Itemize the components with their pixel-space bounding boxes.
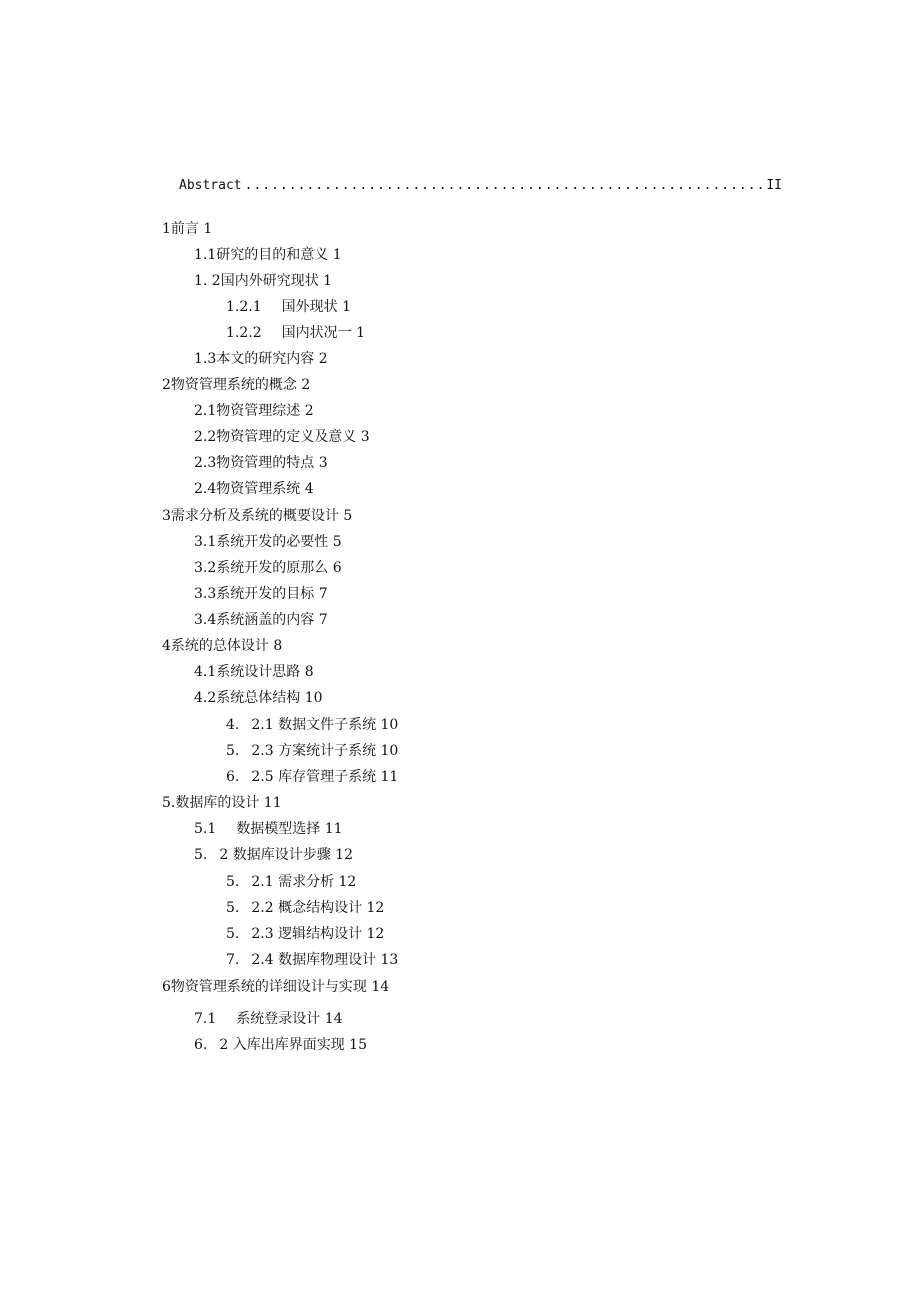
toc-entry-title: 国内状况一 1	[281, 325, 365, 341]
toc-entry-number: 4.	[226, 717, 240, 733]
toc-abstract-title: Abstract	[179, 178, 242, 193]
toc-entry[interactable]	[194, 585, 328, 603]
toc-entry[interactable]	[162, 794, 282, 812]
toc-entry-number: 4.1	[194, 664, 217, 680]
toc-entry-title: 物资管理的特点 3	[216, 455, 328, 471]
toc-entry-title: 数据库的设计 11	[175, 795, 282, 811]
toc-entry[interactable]	[226, 768, 398, 786]
toc-entry-title: 2 数据库设计步骤 12	[219, 847, 353, 863]
toc-entry[interactable]	[194, 611, 328, 629]
toc-entry[interactable]	[162, 376, 310, 394]
toc-entry[interactable]	[226, 925, 384, 943]
toc-entry-title: 需求分析及系统的概要设计 5	[170, 508, 353, 524]
toc-entry-title: 系统总体结构 10	[216, 690, 323, 706]
toc-entry[interactable]	[194, 402, 314, 420]
toc-entry-number: 1.3	[194, 351, 217, 367]
toc-entry[interactable]	[194, 350, 328, 368]
toc-entry[interactable]	[194, 480, 314, 498]
toc-entry-number: 7.	[226, 952, 240, 968]
toc-entry-title: 2.4 数据库物理设计 13	[251, 952, 399, 968]
toc-entry-number: 4	[162, 638, 171, 654]
toc-entry-number: 1.1	[194, 247, 217, 263]
toc-entry-title: 2.5 库存管理子系统 11	[251, 769, 399, 785]
toc-entry-title: 2.1 数据文件子系统 10	[251, 717, 399, 733]
toc-entry-number: 6.	[194, 1037, 208, 1053]
toc-entry-title: 前言 1	[170, 221, 213, 237]
toc-entry-title: 物资管理系统的详细设计与实现 14	[170, 979, 390, 995]
toc-entry-title: 2.2 概念结构设计 12	[251, 900, 385, 916]
toc-entry-title: 系统开发的原那么 6	[216, 560, 342, 576]
toc-entry[interactable]	[162, 507, 352, 525]
toc-entry-title: 2.1 需求分析 12	[251, 874, 357, 890]
toc-entry-number: 2.4	[194, 481, 217, 497]
toc-entry-title: 物资管理的定义及意义 3	[216, 429, 370, 445]
toc-entry[interactable]	[226, 873, 356, 891]
toc-entry[interactable]	[194, 846, 353, 864]
toc-entry-number: 6.	[226, 769, 240, 785]
toc-entry[interactable]	[194, 533, 342, 551]
toc-entry[interactable]	[194, 246, 342, 264]
toc-entry-number: 2.2	[194, 429, 217, 445]
toc-entry-title: 2.3 方案统计子系统 10	[251, 743, 399, 759]
toc-entry-number: 1	[162, 221, 171, 237]
toc-entry-number: 5.1	[194, 821, 217, 837]
toc-entry-title: 2 入库出库界面实现 15	[219, 1037, 367, 1053]
toc-entry[interactable]	[194, 559, 342, 577]
toc-entry[interactable]	[194, 428, 370, 446]
toc-entry[interactable]	[162, 978, 389, 996]
toc-entry[interactable]	[194, 1036, 367, 1054]
toc-entry[interactable]	[194, 663, 314, 681]
toc-entry-title: 系统开发的目标 7	[216, 586, 328, 602]
toc-entry[interactable]	[226, 951, 398, 969]
toc-entry-title: 研究的目的和意义 1	[216, 247, 342, 263]
toc-entry-title: 物资管理系统的概念 2	[170, 377, 311, 393]
toc-entry[interactable]	[194, 272, 332, 290]
toc-entry-number: 5.	[226, 874, 240, 890]
toc-entry-number: 5.	[226, 900, 240, 916]
toc-entry-title: 系统涵盖的内容 7	[216, 612, 328, 628]
toc-entry-number: 7.1	[194, 1011, 217, 1027]
toc-entry[interactable]	[194, 689, 323, 707]
toc-entry-number: 6	[162, 979, 171, 995]
toc-entry-number: 1.2.1	[226, 299, 262, 315]
toc-entry-title: 国内外研究现状 1	[220, 273, 333, 289]
toc-entry-number: 4.2	[194, 690, 217, 706]
toc-entry-number: 3.1	[194, 534, 217, 550]
toc-entry-title: 系统的总体设计 8	[170, 638, 283, 654]
toc-entry-title: 本文的研究内容 2	[216, 351, 328, 367]
toc-entry[interactable]	[226, 324, 365, 342]
toc-entry-number: 5.	[194, 847, 208, 863]
toc-entry[interactable]	[226, 742, 398, 760]
toc-entry-title: 国外现状 1	[281, 299, 351, 315]
toc-entry[interactable]	[226, 716, 398, 734]
toc-entry-number: 3.4	[194, 612, 217, 628]
toc-entry-number: 5.	[226, 926, 240, 942]
toc-entry-number: 5.	[226, 743, 240, 759]
toc-abstract-page: II	[766, 178, 782, 193]
toc-entry[interactable]	[226, 298, 351, 316]
toc-entry[interactable]	[194, 454, 328, 472]
toc-entry-number: 1.2.2	[226, 325, 262, 341]
toc-entry-title: 物资管理综述 2	[216, 403, 314, 419]
toc-entry[interactable]	[226, 899, 384, 917]
toc-entry-number: 2	[162, 377, 171, 393]
toc-entry-title: 2.3 逻辑结构设计 12	[251, 926, 385, 942]
toc-entry-number: 5.	[162, 795, 176, 811]
toc-entry-number: 3.2	[194, 560, 217, 576]
toc-abstract-entry[interactable]	[179, 178, 782, 193]
toc-entry-title: 系统设计思路 8	[216, 664, 314, 680]
toc-entry-title: 物资管理系统 4	[216, 481, 314, 497]
toc-entry-title: 数据模型选择 11	[236, 821, 343, 837]
toc-entry[interactable]	[162, 637, 282, 655]
toc-entry-number: 2.1	[194, 403, 217, 419]
dot-leader	[245, 178, 764, 193]
toc-entry-number: 3	[162, 508, 171, 524]
toc-entry-number: 3.3	[194, 586, 217, 602]
toc-entry-number: 1. 2	[194, 273, 221, 289]
toc-entry-title: 系统登录设计 14	[236, 1011, 343, 1027]
toc-entry[interactable]	[162, 220, 212, 238]
toc-entry-number: 2.3	[194, 455, 217, 471]
toc-entry[interactable]	[194, 820, 343, 838]
toc-entry-title: 系统开发的必要性 5	[216, 534, 342, 550]
toc-entry[interactable]	[194, 1010, 343, 1028]
